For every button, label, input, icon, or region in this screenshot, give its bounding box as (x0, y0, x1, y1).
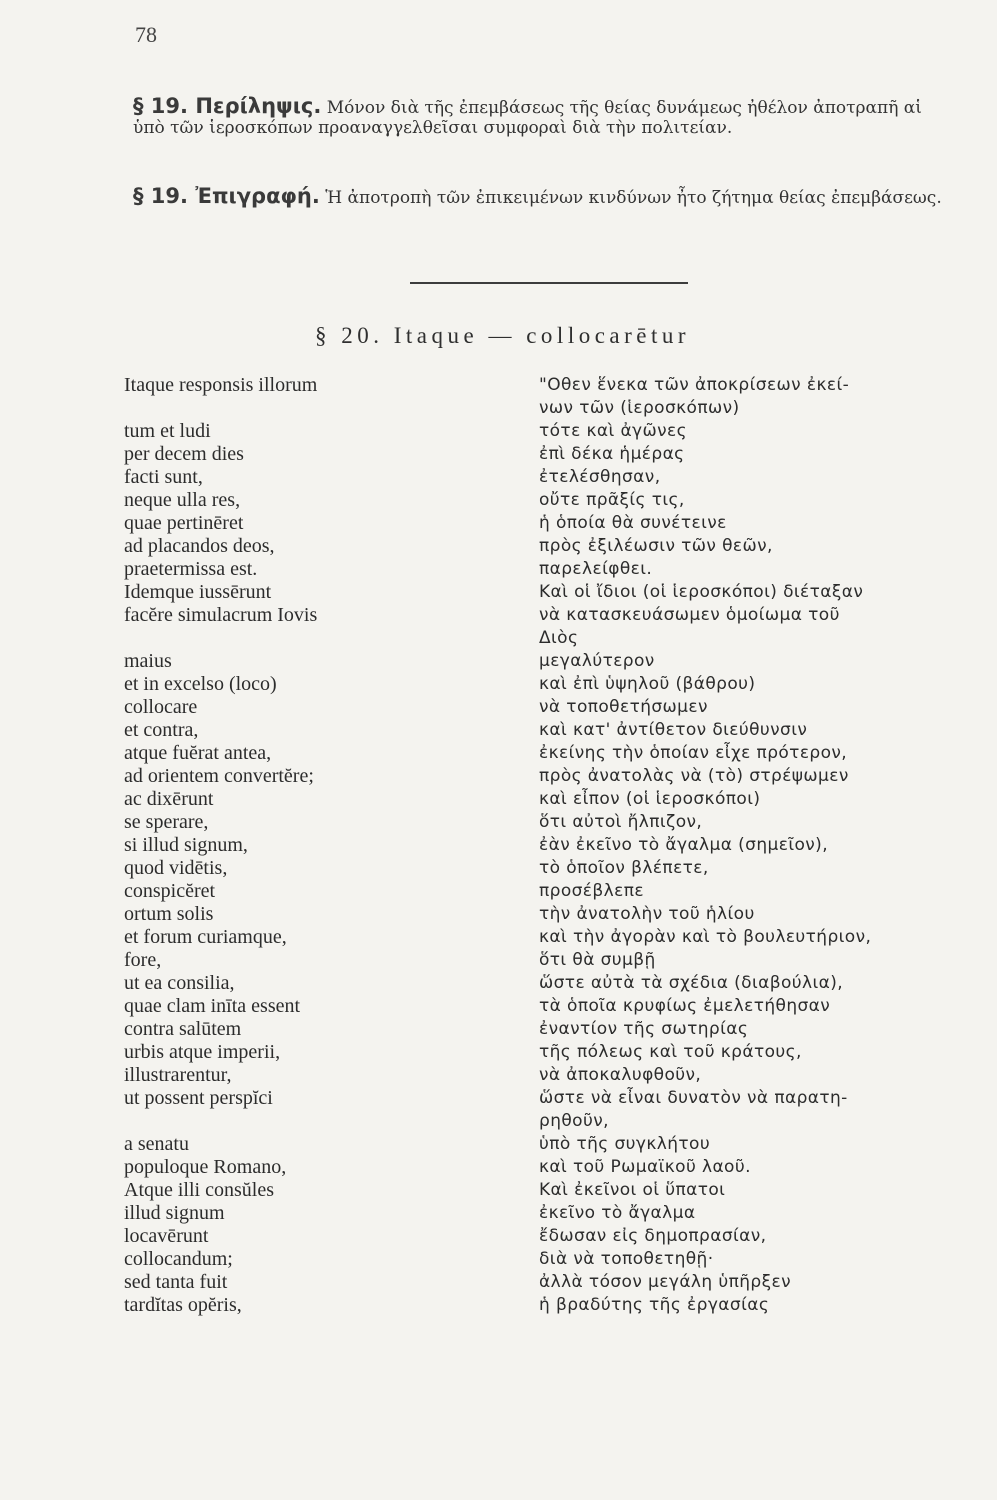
latin-line: Itaque responsis illorum (124, 374, 318, 396)
greek-line: τὴν ἀνατολὴν τοῦ ἡλίου (539, 904, 755, 924)
greek-line: Καὶ οἱ ἴδιοι (οἱ ἱεροσκόποι) διέταξαν (539, 582, 864, 602)
greek-line: Καὶ ἐκεῖνοι οἱ ὕπατοι (539, 1180, 726, 1200)
latin-line: quae clam inīta essent (124, 995, 301, 1017)
greek-line: προσέβλεπε (539, 881, 644, 901)
latin-line: neque ulla res, (124, 489, 241, 511)
greek-line: τὸ ὁποῖον βλέπετε, (539, 858, 709, 878)
summary-heading: § 19. Περίληψις. (133, 94, 322, 118)
section-divider (410, 282, 688, 284)
title-paragraph (133, 186, 953, 208)
latin-line: ad placandos deos, (124, 535, 275, 557)
line-spacer (124, 627, 514, 650)
latin-line: Idemque iussērunt (124, 581, 272, 603)
greek-line: καὶ τοῦ Ρωμαϊκοῦ λαοῦ. (539, 1157, 751, 1177)
greek-line: νὰ τοποθετήσωμεν (539, 697, 708, 717)
greek-line: Διὸς (539, 628, 579, 648)
greek-line: τῆς πόλεως καὶ τοῦ κράτους, (539, 1042, 802, 1062)
latin-line: Atque illi consŭles (124, 1179, 274, 1201)
summary-text: Μόνον διὰ τῆς ἐπεμβάσεως τῆς θείας δυνάμεως ἠθέλον ἀποτραπῆ αἱ ὑπὸ τῶν ἱεροσκόπων προαναγγελθεῖσαι συμφοραὶ διὰ τὴν πολιτείαν. (133, 98, 922, 138)
greek-line: ἐτελέσθησαν, (539, 467, 661, 487)
latin-line: urbis atque imperii, (124, 1041, 281, 1063)
latin-line: ac dixērunt (124, 788, 214, 810)
title-text: Ἡ ἀποτροπὴ τῶν ἐπικειμένων κινδύνων ἦτο ζήτημα θείας ἐπεμβάσεως. (325, 188, 942, 208)
greek-line: ἐναντίον τῆς σωτηρίας (539, 1019, 749, 1039)
latin-line: quod vidētis, (124, 857, 228, 879)
greek-line: πρὸς ἐξιλέωσιν τῶν θεῶν, (539, 536, 773, 556)
latin-line: collocandum; (124, 1248, 233, 1270)
greek-line: καὶ κατ' ἀντίθετον διεύθυνσιν (539, 720, 808, 740)
latin-line: populoque Romano, (124, 1156, 287, 1178)
latin-line: ut ea consilia, (124, 972, 235, 994)
greek-line: νὰ κατασκευάσωμεν ὁμοίωμα τοῦ (539, 605, 840, 625)
latin-line: tardĭtas opĕris, (124, 1294, 242, 1316)
greek-line: ὅτι θὰ συμβῇ (539, 950, 656, 970)
section-heading: § 20. Itaque — collocarētur (315, 323, 691, 348)
greek-line: πρὸς ἀνατολὰς νὰ (τὸ) στρέψωμεν (539, 766, 849, 786)
latin-line: quae pertinēret (124, 512, 244, 534)
greek-line: ὥστε νὰ εἶναι δυνατὸν νὰ παρατη- (539, 1088, 848, 1108)
latin-text-column (124, 374, 514, 1317)
latin-line: sed tanta fuit (124, 1271, 228, 1293)
latin-line: locavērunt (124, 1225, 209, 1247)
greek-line: οὔτε πρᾶξίς τις, (539, 490, 685, 510)
greek-line: τότε καὶ ἀγῶνες (539, 421, 688, 441)
latin-line: si illud signum, (124, 834, 248, 856)
latin-line: illud signum (124, 1202, 225, 1224)
latin-line: contra salūtem (124, 1018, 242, 1040)
greek-line: καὶ τὴν ἀγορὰν καὶ τὸ βουλευτήριον, (539, 927, 872, 947)
greek-line: ἀλλὰ τόσον μεγάλη ὑπῆρξεν (539, 1272, 791, 1292)
latin-line: atque fuĕrat antea, (124, 742, 272, 764)
summary-paragraph (133, 96, 953, 138)
latin-line: praetermissa est. (124, 558, 258, 580)
greek-line: "Οθεν ἕνεκα τῶν ἀποκρίσεων ἐκεί- (539, 375, 850, 395)
latin-line: fore, (124, 949, 162, 971)
latin-line: tum et ludi (124, 420, 211, 442)
greek-line: τὰ ὁποῖα κρυφίως ἐμελετήθησαν (539, 996, 831, 1016)
greek-line: ἐκεῖνο τὸ ἄγαλμα (539, 1203, 696, 1223)
latin-line: collocare (124, 696, 198, 718)
latin-line: ut possent perspĭci (124, 1087, 273, 1109)
title-heading: § 19. Ἐπιγραφή. (133, 184, 320, 208)
latin-line: et contra, (124, 719, 199, 741)
latin-line: et in excelso (loco) (124, 673, 277, 695)
latin-line: conspicĕret (124, 880, 216, 902)
page-number: 78 (135, 22, 157, 47)
greek-line: ρηθοῦν, (539, 1111, 609, 1131)
latin-line: maius (124, 650, 172, 672)
latin-line: ortum solis (124, 903, 214, 925)
greek-line: μεγαλύτερον (539, 651, 655, 671)
latin-line: se sperare, (124, 811, 209, 833)
line-spacer (124, 1110, 514, 1133)
greek-line: νων τῶν (ἱεροσκόπων) (539, 398, 740, 418)
latin-line: et forum curiamque, (124, 926, 287, 948)
latin-line: illustrarentur, (124, 1064, 232, 1086)
greek-line: διὰ νὰ τοποθετηθῇ· (539, 1249, 714, 1269)
greek-line: ὅτι αὐτοὶ ἤλπιζον, (539, 812, 703, 832)
greek-line: ἔδωσαν εἰς δημοπρασίαν, (539, 1226, 767, 1246)
latin-line: ad orientem convertĕre; (124, 765, 314, 787)
greek-line: ὥστε αὐτὰ τὰ σχέδια (διαβούλια), (539, 973, 844, 993)
greek-translation-column (539, 374, 969, 1317)
greek-line: καὶ ἐπὶ ὑψηλοῦ (βάθρου) (539, 674, 756, 694)
greek-line: νὰ ἀποκαλυφθοῦν, (539, 1065, 702, 1085)
greek-line: ἐπὶ δέκα ἡμέρας (539, 444, 685, 464)
greek-line: ἡ ὁποία θὰ συνέτεινε (539, 513, 727, 533)
latin-line: facĕre simulacrum Iovis (124, 604, 318, 626)
greek-line: καὶ εἶπον (οἱ ἱεροσκόποι) (539, 789, 761, 809)
line-spacer (124, 397, 514, 420)
latin-line: facti sunt, (124, 466, 203, 488)
greek-line: ἐκείνης τὴν ὁποίαν εἶχε πρότερον, (539, 743, 848, 763)
latin-line: per decem dies (124, 443, 244, 465)
greek-line: ὑπὸ τῆς συγκλήτου (539, 1134, 711, 1154)
latin-line: a senatu (124, 1133, 189, 1155)
greek-line: παρελείφθει. (539, 559, 653, 579)
greek-line: ἡ βραδύτης τῆς ἐργασίας (539, 1295, 770, 1315)
greek-line: ἐὰν ἐκεῖνο τὸ ἄγαλμα (σημεῖον), (539, 835, 829, 855)
